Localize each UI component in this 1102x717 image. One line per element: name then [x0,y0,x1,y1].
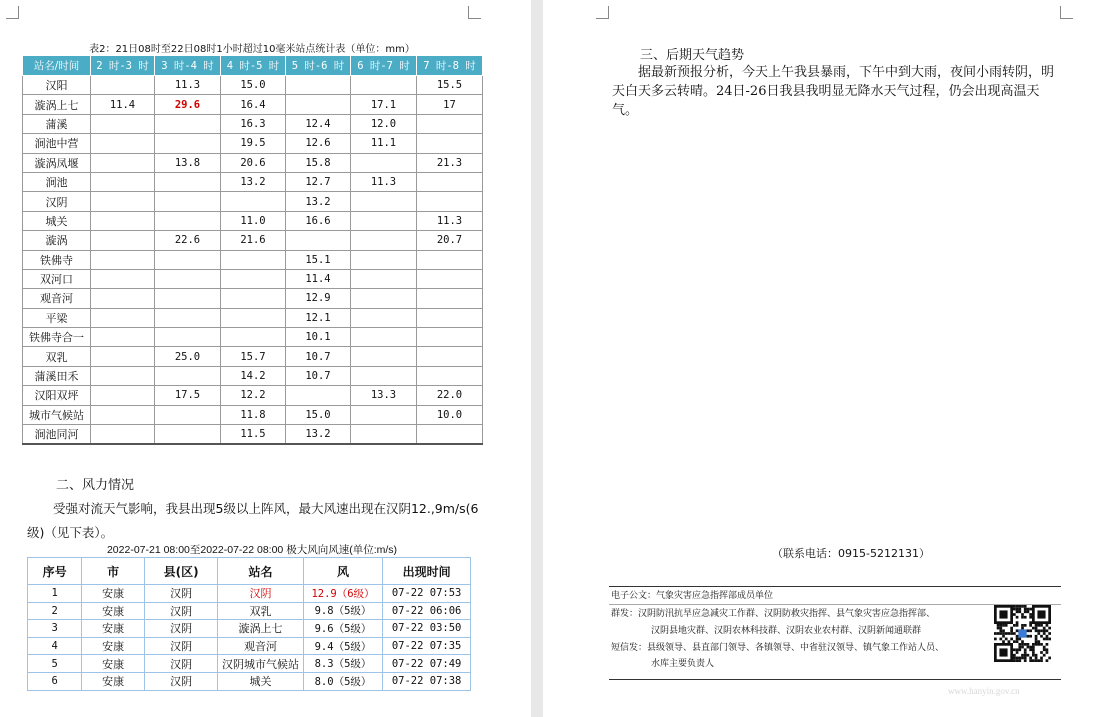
footer-sms-line: 短信发：县级领导、县直部门领导、各镇领导、中省驻汉领导、镇气象工作站人员、 [611,643,945,653]
rainfall-cell [91,172,155,191]
rainfall-cell: 11.3 [351,172,417,191]
site-watermark: www.hanyin.gov.cn [948,686,1020,696]
rainfall-cell: 20.6 [221,153,286,172]
wind-cell: 8.0（5级） [303,672,382,690]
rainfall-cell: 13.2 [286,425,351,445]
rainfall-cell: 20.7 [417,231,483,250]
rainfall-cell: 11.0 [221,211,286,230]
rainfall-cell: 15.0 [286,405,351,424]
rainfall-cell [417,425,483,445]
rainfall-cell: 11.4 [286,269,351,288]
rainfall-cell [155,211,221,230]
index-cell: 4 [28,637,82,655]
table-row [23,211,483,230]
page-corner-mark [6,6,19,19]
rainfall-cell [91,366,155,385]
hourly-rain-table [22,55,483,445]
rainfall-cell [155,425,221,445]
rainfall-cell [351,366,417,385]
rainfall-cell [221,269,286,288]
station-name-cell: 观音河 [23,289,91,308]
table-row [23,231,483,250]
wind-column-header: 风 [303,558,382,585]
max-wind-table [27,557,471,691]
time-cell: 07-22 07:53 [383,585,471,603]
wind-cell: 9.8（5级） [303,602,382,620]
rainfall-cell [417,250,483,269]
footer-group-line-cont: 汉阴县地灾群、汉阴农林科技群、汉阴农业农村群、汉阴新闻通联群 [651,626,922,636]
table-row [23,269,483,288]
rainfall-cell [417,366,483,385]
rainfall-cell: 12.2 [221,386,286,405]
rainfall-cell [91,328,155,347]
rainfall-cell [155,114,221,133]
rainfall-cell: 10.7 [286,366,351,385]
rainfall-cell: 10.1 [286,328,351,347]
station-name-cell: 平梁 [23,308,91,327]
station-name-cell: 双乳 [23,347,91,366]
rainfall-cell [351,289,417,308]
table-header-row [28,558,471,585]
table-row [28,585,471,603]
station-name-cell: 汉阳 [23,76,91,95]
rainfall-cell [351,328,417,347]
city-cell: 安康 [82,637,145,655]
table-row [23,405,483,424]
rainfall-cell [417,347,483,366]
rainfall-cell: 13.8 [155,153,221,172]
rainfall-cell: 14.2 [221,366,286,385]
table-row [28,655,471,673]
rainfall-cell [155,172,221,191]
rainfall-cell: 13.2 [221,172,286,191]
table-row [23,172,483,191]
station-time-header: 站名/时间 [23,56,91,76]
page-corner-mark [1060,6,1073,19]
table-row [23,153,483,172]
table-row [28,672,471,690]
table-row [23,347,483,366]
city-cell: 安康 [82,672,145,690]
page-corner-mark [468,6,481,19]
rainfall-cell [417,192,483,211]
rainfall-cell [91,386,155,405]
station-name-cell: 漩涡凤堰 [23,153,91,172]
hour-column-header: 6 时-7 时 [351,56,417,76]
station-name-cell: 汉阳双坪 [23,386,91,405]
rainfall-cell: 13.2 [286,192,351,211]
station-cell: 漩涡上七 [218,620,304,638]
rainfall-cell: 29.6 [155,95,221,114]
rainfall-cell: 11.1 [351,134,417,153]
table-row [23,308,483,327]
table-row [23,328,483,347]
rainfall-cell: 12.1 [286,308,351,327]
rainfall-cell [155,366,221,385]
station-cell: 汉阴 [218,585,304,603]
rainfall-cell [155,328,221,347]
rainfall-cell [155,250,221,269]
rainfall-cell: 12.4 [286,114,351,133]
wind-table-caption: 2022-07-21 08:00至2022-07-22 08:00 极大风向风速(单位:m/s) [106,544,398,556]
rainfall-cell [91,192,155,211]
rainfall-cell [91,405,155,424]
rainfall-cell: 15.0 [221,76,286,95]
hour-column-header: 3 时-4 时 [155,56,221,76]
rainfall-cell [351,192,417,211]
rainfall-cell [91,308,155,327]
rainfall-cell [155,134,221,153]
rainfall-cell [351,250,417,269]
rainfall-cell [417,308,483,327]
wind-section-title: 二、风力情况 [56,478,135,493]
rainfall-cell: 22.6 [155,231,221,250]
footer-group-line: 群发：汉阴防汛抗旱应急减灾工作群、汉阴防救灾指挥、县气象灾害应急指挥部、 [611,609,936,619]
station-cell: 双乳 [218,602,304,620]
rainfall-cell: 10.0 [417,405,483,424]
station-name-cell: 漩涡 [23,231,91,250]
time-cell: 07-22 03:50 [383,620,471,638]
time-cell: 07-22 06:06 [383,602,471,620]
station-cell: 观音河 [218,637,304,655]
station-name-cell: 城关 [23,211,91,230]
rainfall-cell [417,328,483,347]
rainfall-cell: 12.0 [351,114,417,133]
rainfall-cell [286,76,351,95]
rainfall-cell: 10.7 [286,347,351,366]
rainfall-cell: 17 [417,95,483,114]
rainfall-cell [91,76,155,95]
station-name-cell: 蒲溪田禾 [23,366,91,385]
rainfall-cell [286,386,351,405]
rainfall-cell: 11.4 [91,95,155,114]
rainfall-cell [351,405,417,424]
rainfall-cell [351,231,417,250]
rainfall-cell [91,211,155,230]
station-name-cell: 漩涡上七 [23,95,91,114]
rainfall-cell [91,231,155,250]
forecast-section-paragraph: 据最新预报分析，今天上午我县暴雨，下午中到大雨，夜间小雨转阴，明天白天多云转晴。24日-26日我县我明显无降水天气过程，仍会出现高温天气。 [612,65,1055,118]
rainfall-cell [91,134,155,153]
rainfall-cell: 16.6 [286,211,351,230]
table-row [28,620,471,638]
index-cell: 6 [28,672,82,690]
footer-top-rule [609,586,1061,587]
county-cell: 汉阴 [145,637,218,655]
station-name-cell: 蒲溪 [23,114,91,133]
rainfall-cell [91,250,155,269]
rainfall-cell [417,269,483,288]
station-cell: 汉阴城市气候站 [218,655,304,673]
rainfall-cell [417,172,483,191]
station-name-cell: 涧池 [23,172,91,191]
time-cell: 07-22 07:35 [383,637,471,655]
rain-table-caption: 表2：21日08时至22日08时1小时超过10毫米站点统计表（单位：mm） [89,44,415,55]
rainfall-cell: 19.5 [221,134,286,153]
rainfall-cell: 16.4 [221,95,286,114]
county-cell: 汉阴 [145,655,218,673]
table-row [23,366,483,385]
index-cell: 3 [28,620,82,638]
station-name-cell: 铁佛寺合一 [23,328,91,347]
time-cell: 07-22 07:38 [383,672,471,690]
city-cell: 安康 [82,620,145,638]
rainfall-cell: 15.7 [221,347,286,366]
index-cell: 1 [28,585,82,603]
rainfall-cell [351,211,417,230]
table-row [23,134,483,153]
table-row [23,95,483,114]
rainfall-cell [155,405,221,424]
table-row [23,425,483,445]
rainfall-cell: 11.3 [155,76,221,95]
rainfall-cell [221,192,286,211]
city-cell: 安康 [82,655,145,673]
rainfall-cell: 22.0 [417,386,483,405]
rainfall-cell: 15.1 [286,250,351,269]
rainfall-cell: 11.5 [221,425,286,445]
rainfall-cell [91,347,155,366]
station-name-cell: 城市气候站 [23,405,91,424]
rainfall-cell: 15.8 [286,153,351,172]
rainfall-cell: 15.5 [417,76,483,95]
rainfall-cell [351,347,417,366]
rainfall-cell: 12.9 [286,289,351,308]
rainfall-cell: 11.3 [417,211,483,230]
hour-column-header: 7 时-8 时 [417,56,483,76]
rainfall-cell [351,308,417,327]
index-cell: 5 [28,655,82,673]
rainfall-cell [286,231,351,250]
document-page-left [0,0,531,717]
city-cell: 安康 [82,585,145,603]
wind-column-header: 县(区) [145,558,218,585]
rainfall-cell [155,269,221,288]
table-row [23,76,483,95]
contact-phone: （联系电话：0915-5212131） [772,547,930,560]
forecast-section-title: 三、后期天气趋势 [640,48,745,63]
station-name-cell: 铁佛寺 [23,250,91,269]
county-cell: 汉阴 [145,672,218,690]
county-cell: 汉阴 [145,602,218,620]
station-cell: 城关 [218,672,304,690]
table-row [23,192,483,211]
rainfall-cell: 21.3 [417,153,483,172]
station-name-cell: 涧池同河 [23,425,91,445]
rainfall-cell [351,76,417,95]
index-cell: 2 [28,602,82,620]
rainfall-cell [155,308,221,327]
rainfall-cell [417,114,483,133]
qr-code-icon [994,605,1051,662]
footer-sms-line-cont: 水库主要负责人 [651,659,715,669]
rainfall-cell [351,153,417,172]
rainfall-cell: 16.3 [221,114,286,133]
rainfall-cell [91,289,155,308]
rainfall-cell [417,289,483,308]
rainfall-cell [221,328,286,347]
rainfall-cell [351,425,417,445]
rainfall-cell: 17.5 [155,386,221,405]
footer-bottom-rule [609,679,1061,680]
rainfall-cell: 21.6 [221,231,286,250]
rainfall-cell [155,192,221,211]
rainfall-cell: 12.6 [286,134,351,153]
wind-column-header: 出现时间 [383,558,471,585]
rainfall-cell [91,425,155,445]
hour-column-header: 2 时-3 时 [91,56,155,76]
table-row [23,250,483,269]
wind-cell: 12.9（6级） [303,585,382,603]
rainfall-cell: 25.0 [155,347,221,366]
table-row [23,114,483,133]
table-row [28,602,471,620]
footer-email-line: 电子公文：气象灾害应急指挥部成员单位 [611,591,774,601]
table-header-row [23,56,483,76]
wind-cell: 9.6（5级） [303,620,382,638]
wind-section-paragraph: 受强对流天气影响，我县出现5级以上阵风，最大风速出现在汉阴12.,9m/s(6级)（见下表）。 [27,501,479,540]
hour-column-header: 4 时-5 时 [221,56,286,76]
rainfall-cell [221,289,286,308]
rainfall-cell [91,269,155,288]
rainfall-cell [351,269,417,288]
rainfall-cell: 11.8 [221,405,286,424]
wind-cell: 8.3（5级） [303,655,382,673]
county-cell: 汉阴 [145,585,218,603]
rainfall-cell [221,308,286,327]
city-cell: 安康 [82,602,145,620]
page-corner-mark [596,6,609,19]
rainfall-cell: 12.7 [286,172,351,191]
rainfall-cell [91,153,155,172]
hour-column-header: 5 时-6 时 [286,56,351,76]
rainfall-cell [286,95,351,114]
rainfall-cell [155,289,221,308]
table-row [23,289,483,308]
wind-column-header: 序号 [28,558,82,585]
time-cell: 07-22 07:49 [383,655,471,673]
rainfall-cell [91,114,155,133]
station-name-cell: 汉阴 [23,192,91,211]
rainfall-cell [221,250,286,269]
rainfall-cell [417,134,483,153]
wind-column-header: 站名 [218,558,304,585]
station-name-cell: 双河口 [23,269,91,288]
station-name-cell: 涧池中营 [23,134,91,153]
table-row [28,637,471,655]
wind-column-header: 市 [82,558,145,585]
rainfall-cell: 13.3 [351,386,417,405]
county-cell: 汉阴 [145,620,218,638]
table-row [23,386,483,405]
wind-cell: 9.4（5级） [303,637,382,655]
rainfall-cell: 17.1 [351,95,417,114]
